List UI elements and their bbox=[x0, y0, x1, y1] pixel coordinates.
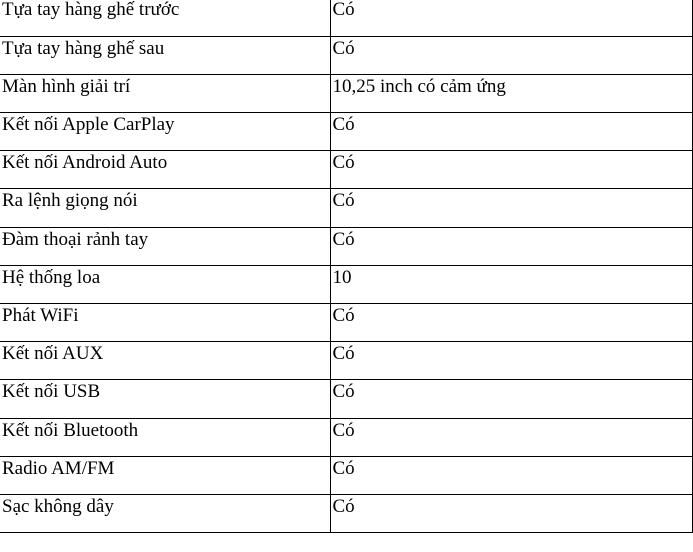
value-cell: Có bbox=[330, 342, 692, 380]
table-row bbox=[0, 456, 692, 494]
feature-cell: Tựa tay hàng ghế trước bbox=[0, 0, 330, 36]
table-row bbox=[0, 304, 692, 342]
value-cell: Có bbox=[330, 380, 692, 418]
feature-cell: Phát WiFi bbox=[0, 304, 330, 342]
feature-cell: Kết nối Android Auto bbox=[0, 151, 330, 189]
table-row bbox=[0, 113, 692, 151]
table-row bbox=[0, 342, 692, 380]
value-cell: Có bbox=[330, 151, 692, 189]
value-cell: Có bbox=[330, 494, 692, 532]
feature-cell: Tựa tay hàng ghế sau bbox=[0, 36, 330, 74]
feature-cell: Kết nối AUX bbox=[0, 342, 330, 380]
table-row bbox=[0, 380, 692, 418]
feature-cell: Ra lệnh giọng nói bbox=[0, 189, 330, 227]
value-cell: Có bbox=[330, 456, 692, 494]
feature-cell: Sạc không dây bbox=[0, 494, 330, 532]
value-cell: Có bbox=[330, 189, 692, 227]
value-cell: Có bbox=[330, 0, 692, 36]
table-row bbox=[0, 74, 692, 112]
table-row bbox=[0, 151, 692, 189]
feature-cell: Màn hình giải trí bbox=[0, 74, 330, 112]
value-cell: Có bbox=[330, 36, 692, 74]
value-cell: Có bbox=[330, 304, 692, 342]
value-cell: 10 bbox=[330, 265, 692, 303]
value-cell: Có bbox=[330, 113, 692, 151]
value-cell: 10,25 inch có cảm ứng bbox=[330, 74, 692, 112]
feature-cell: Kết nối Apple CarPlay bbox=[0, 113, 330, 151]
table-row bbox=[0, 189, 692, 227]
feature-cell: Kết nối Bluetooth bbox=[0, 418, 330, 456]
value-cell: Có bbox=[330, 418, 692, 456]
feature-cell: Radio AM/FM bbox=[0, 456, 330, 494]
table-row bbox=[0, 418, 692, 456]
table-row bbox=[0, 36, 692, 74]
table-row bbox=[0, 0, 692, 36]
feature-cell: Đàm thoại rảnh tay bbox=[0, 227, 330, 265]
table-row bbox=[0, 265, 692, 303]
table-row bbox=[0, 494, 692, 532]
table-row bbox=[0, 227, 692, 265]
value-cell: Có bbox=[330, 227, 692, 265]
feature-cell: Hệ thống loa bbox=[0, 265, 330, 303]
feature-cell: Kết nối USB bbox=[0, 380, 330, 418]
